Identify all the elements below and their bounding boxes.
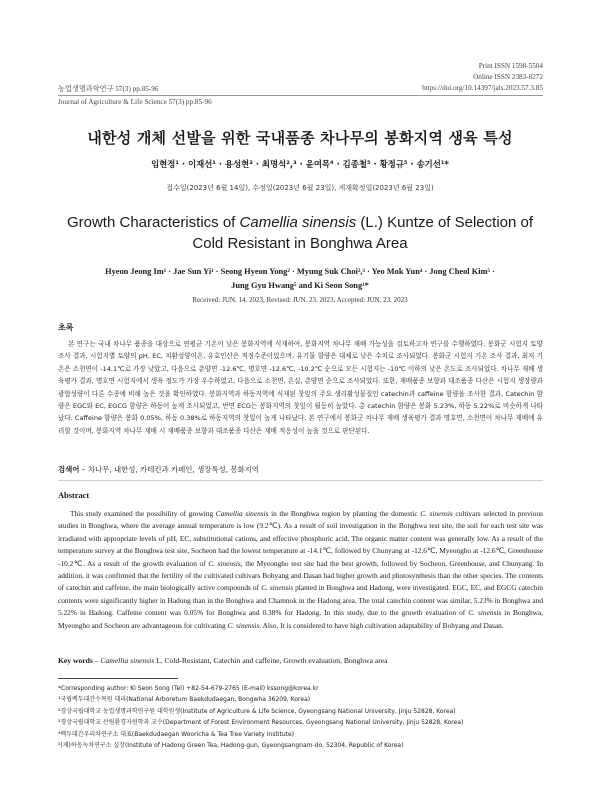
- footnotes: [58, 683, 548, 751]
- title-en-species: Camellia sinensis: [239, 214, 357, 231]
- footnote-4: ⁴백두대간우리차연구소 대표(Baekdudaegan Woorichа & Tea Tree Variety Institute): [58, 730, 295, 738]
- dates-english: Received: JUN. 14. 2023, Revised: JUN. 23. 2023, Accepted: JUN. 23. 2023: [192, 296, 408, 304]
- abstract-en-heading: Abstract: [58, 491, 90, 500]
- abstract-en-species: Camellia sinensis: [215, 509, 269, 518]
- footnote-5: ⁵(재)하동녹차연구소 실장(Institute of Hadong Green Tea, Hadong-gun, Gyeongsangnam-do, 52304, Republic of Korea): [58, 742, 404, 750]
- abstract-en-species: C. sinensis: [261, 583, 294, 593]
- keywords-en-rest: L, Cold-Resistant, Catechin and caffeine, Growth evaluation, Bonghwa area: [154, 656, 388, 665]
- authors-english: [0, 265, 600, 293]
- title-en-line2: Cold Resistant in Bonghwa Area: [192, 235, 408, 252]
- divider-kr-en: [58, 480, 543, 481]
- abstract-en-text: in the Bonghwa region by planting the domestic: [268, 509, 421, 518]
- footnote-2: ²경상국립대학교 농업생명과학연구원 대학원생(Institute of Agriculture & Life Science, Gyeongsang National University, Jinju 52828, Korea): [58, 707, 456, 715]
- header-rule: [58, 95, 543, 96]
- keywords-en-species: Camellia sinensis: [100, 656, 155, 665]
- keywords-en: [58, 656, 543, 665]
- dates-korean: 접수일(2023년 6월 14일), 수정일(2023년 6월 23일), 게재확정일(2023년 6월 23일): [166, 184, 434, 192]
- abstract-en-species: C. sinensis: [208, 558, 241, 568]
- journal-en-issue: Journal of Agriculture & Life Science 57(3) pp.85-96: [58, 98, 212, 106]
- print-issn: Print ISSN 1598-5504: [478, 62, 543, 70]
- online-issn: Online ISSN 2383-8272: [473, 73, 543, 81]
- doi-link[interactable]: https://doi.org/10.14397/jals.2023.57.3.85: [422, 84, 543, 92]
- journal-kr-issue: 농업생명과학연구 57(3) pp.85-96: [58, 85, 159, 93]
- abstract-en-text: planted in Bonghwa and Hadong, were investigated. EGC, EC, and EGCG catechin contents were significantly higher in Hadong than in the Bonghwa and Chamnok in the Hadong area. The total catechin content was similar, 5.23% in Bonghwa and 5.22% in Hadong. Caffeine content was 0.05% for Bonghwa and 0.38% for Hadong. In this study, due to the growth evaluation of: [58, 583, 543, 618]
- abstract-en-text: , the Myeongho test site had the best growth, followed by Socheon, Greenhouse, and Chunyang. In addition, it was confirmed that the fertility of the cultivated cultivars Bohyang and Dasan had higher growth and photosynthesis than the other species. The contents of catechin and caffeine, the main biologically active compounds of: [58, 558, 543, 593]
- keywords-kr-label: 검색어: [58, 465, 80, 474]
- footnote-rule: [58, 678, 178, 679]
- abstract-kr-heading: 초록: [58, 323, 74, 332]
- keywords-en-label: Key words: [58, 656, 93, 665]
- footnote-1: ¹국립백두대간수목원 대리(National Arboretum Baekdudaegan, Bongwha 36209, Korea): [58, 696, 311, 704]
- authors-en-line1: Hyeon Jeong Im¹ · Jae Sun Yi¹ · Seong Hyeon Yong² · Myung Suk Choi²,³ · Yeo Mok Yun⁴ · Jong Cheol Kim⁵ ·: [105, 267, 495, 276]
- authors-en-line2: Jung Gyu Hwang⁵ and Ki Seon Song¹*: [231, 281, 369, 290]
- title-en-part1: Growth Characteristics of: [66, 214, 240, 231]
- abstract-en-text: in Bonghwa, Myeongho and Socheon are advantageous for cultivating: [58, 608, 544, 630]
- keywords-kr-value: – 차나무, 내한성, 카테킨과 카페인, 생장특성, 봉화지역: [81, 465, 259, 474]
- abstract-en-text: . Also, It is considered to have high cultivation adaptability of Bohyang and Dasan.: [259, 620, 504, 630]
- abstract-en-species: C. sinensis: [227, 620, 260, 630]
- abstract-en-body: [58, 508, 543, 632]
- keywords-en-dash: –: [92, 656, 101, 665]
- keywords-kr: [58, 464, 543, 475]
- footnote-corresponding: *Corresponding author: Ki Seon Song (Tel) +82-54-679-2765 (E-mail) kssong@korea.kr: [58, 685, 319, 692]
- title-korean: 내한성 개체 선발을 위한 국내품종 차나무의 봉화지역 생육 특성: [87, 129, 513, 147]
- title-english: [0, 212, 600, 254]
- title-en-part2: (L.) Kuntze of Selection of: [356, 214, 534, 231]
- abstract-kr-body: 본 연구는 국내 차나무 품종을 대상으로 연평균 기온이 낮은 봉화지역에 식재하여, 봉화지역 차나무 재배 가능성을 검토하고자 연구를 수행하였다. 봉화군 시험지 토양 조사 결과, 시험지별 토양의 pH, EC, 치환성양이온, 유효인산은 적정수준이었으며, 유기물 함량은 대체로 낮은 수치로 조사되었다. 봉화군 시험지 기온 조사 결과, 최저 기온은 소천면이 -14.1℃로 가장 낮았고, 다음으로 춘양면 -12.6℃, 명호면 -12.6℃, -10.2℃ 순으로 모든 시험지는 -10℃ 이하의 낮은 온도로 조사되었다. 차나무 재배 생육평가 결과, 명호면 시험지에서 생육 정도가 가장 우수하였고, 다음으로 소천면, 온실, 춘양면 순으로 조사되었다. 또한, 재배품종 보향과 대조품종 다산은 시험지 생장량과 광합성량이 다른 수종에 비해 높은 것을 확인하였다. 봉화지역과 하동지역에 식재된 찻잎의 주요 생리활성물질인 catechin과 caffeine 함량을 조사한 결과, Catechin 함량은 EGC와 EC, EGCG 함량은 하동이 높게 조사되었고, 반면 ECG는 봉화지역의 찻잎이 월등히 높았다. 총 catechin 함량은 봉화 5.23%, 하동 5.22%로 비슷하게 나타났다. Caffeine 함량은 봉화 0.05%, 하동 0.38%로 하동지역의 찻잎이 높게 나타났다. 본 연구에서 봉화군 차나무 재배 생육평가 결과 명호면, 소천면이 차나무 재배에 유리할 것이며, 봉화지역 차나무 재배 시 재배품종 보향과 대조품종 다산은 재배 적응성이 높을 것으로 판단된다.: [58, 340, 543, 435]
- abstract-en-species: C. sinensis: [420, 509, 453, 518]
- abstract-en-species: C. sinensis: [468, 608, 502, 618]
- abstract-en-text: This study examined the possibility of growing: [70, 509, 216, 518]
- authors-korean: 임현정¹ · 이재선¹ · 용성현² · 최명석²,³ · 윤여목⁴ · 김종철⁵ · 황정규⁵ · 송기선¹*: [151, 159, 449, 169]
- footnote-3: ³경상국립대학교 산림환경자원학과 교수(Department of Forest Environment Resources, Gyeongsang National University, Jinju 52828, Korea): [58, 719, 464, 727]
- abstract-en-text: cultivars selected in previous studies in Bonghwa, where the average annual temperature is low (9.2℃). As a result of soil investigation in the Bonghwa test site, the soil for each test site was irradiated with appropriate levels of pH, EC, substitutional cations, and effective phosphoric acid. The organic matter content was generally low. As a result of the temperature survey at the Bonghwa test site, Socheon had the lowest temperature at -14.1℃, followed by Chunyang at -12.6℃, Myeongho at -12.6℃, Greenhouse -10.2℃. As a result of the growth evaluation of: [58, 509, 544, 568]
